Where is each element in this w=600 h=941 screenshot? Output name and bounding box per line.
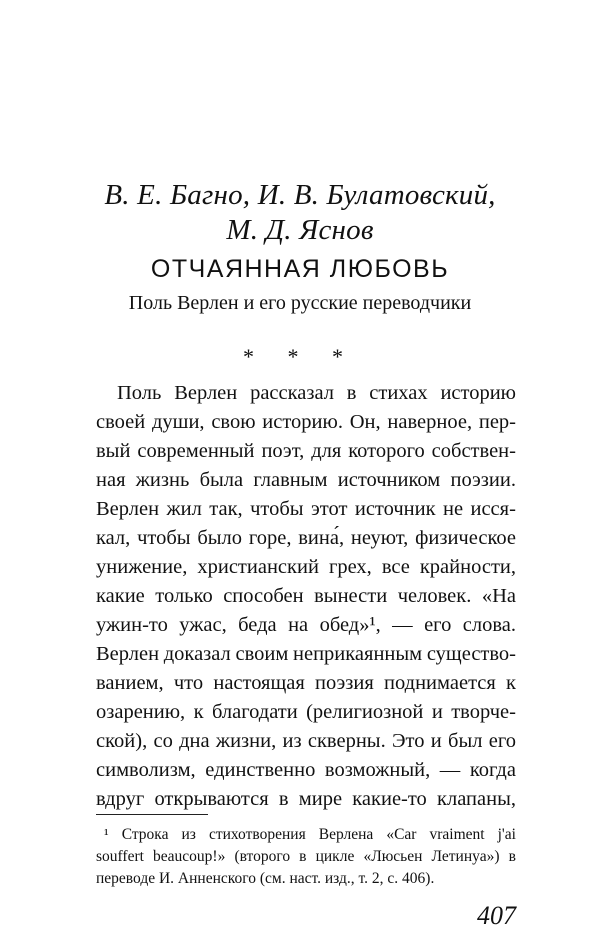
authors-line-2: М. Д. Яснов <box>226 214 374 246</box>
word: был <box>448 730 483 752</box>
word: цикле <box>315 848 355 865</box>
body-line <box>96 466 516 495</box>
word: главным <box>253 469 328 491</box>
word: чтобы <box>137 527 191 549</box>
word: горе, <box>248 527 292 549</box>
word: мире <box>298 788 343 810</box>
word: на <box>288 614 309 636</box>
body-line <box>96 437 516 466</box>
word: Строка <box>121 826 169 843</box>
word: ванием, <box>96 672 164 694</box>
word: со <box>153 730 173 752</box>
word: ная <box>96 469 126 491</box>
word: в <box>346 382 357 404</box>
body-line <box>96 524 516 553</box>
word: которого <box>348 440 425 462</box>
word: — <box>392 614 413 636</box>
word: единственно <box>205 759 316 781</box>
word: поэзии. <box>450 469 516 491</box>
word: открываются <box>154 788 269 810</box>
word: только <box>155 585 213 607</box>
word: неуют, <box>350 527 409 549</box>
word: какие <box>96 585 145 607</box>
body-line <box>96 611 516 640</box>
word: существо- <box>426 643 516 665</box>
word: Летинуа») <box>431 848 500 865</box>
word: в <box>299 848 307 865</box>
word: свою <box>211 411 256 433</box>
word: стихотворения <box>208 826 306 843</box>
word: своей <box>96 411 146 433</box>
word: поднимается <box>384 672 496 694</box>
word: Это <box>391 730 425 752</box>
word: собствен- <box>431 440 516 462</box>
word: его <box>488 730 516 752</box>
word: 2, <box>371 870 388 887</box>
word: творче- <box>451 701 516 723</box>
word: скверны. <box>307 730 386 752</box>
word: клапаны, <box>437 788 516 810</box>
word: жизнь <box>135 469 190 491</box>
word: переводе <box>96 870 159 887</box>
word: неприкаянным <box>293 643 423 665</box>
footnote-line <box>104 824 516 846</box>
word: символизм, <box>96 759 196 781</box>
word: жил <box>166 498 202 520</box>
word: (второго <box>234 848 291 865</box>
word: поэзия <box>315 672 374 694</box>
word: Верлен <box>174 382 238 404</box>
word: какие-то <box>352 788 427 810</box>
word: и <box>430 730 442 752</box>
page-number: 407 <box>477 901 516 930</box>
word: beaucoup!» <box>153 848 226 865</box>
word: 406). <box>402 870 435 887</box>
word: была <box>199 469 244 491</box>
word: т. <box>358 870 372 887</box>
word: способен <box>223 585 304 607</box>
body-line <box>96 756 516 785</box>
word: возможный, <box>324 759 431 781</box>
word: чтобы <box>250 498 304 520</box>
word: все <box>381 556 410 578</box>
word: «Car <box>386 826 417 843</box>
body-line <box>96 495 516 524</box>
word: грех, <box>328 556 372 578</box>
word: Поль <box>117 382 162 404</box>
word: дна <box>179 730 210 752</box>
word: христианский <box>197 556 319 578</box>
word: к <box>193 701 204 723</box>
footnote-line <box>96 846 516 868</box>
word: пер- <box>478 411 516 433</box>
word: поэт, <box>261 440 305 462</box>
word: его <box>424 614 452 636</box>
word: ской), <box>96 730 148 752</box>
word: унижение, <box>96 556 188 578</box>
word: Анненского <box>177 870 260 887</box>
word: вина́, <box>298 527 345 549</box>
body-line <box>96 785 516 814</box>
word: «Люсьен <box>363 848 423 865</box>
word: историю <box>440 382 516 404</box>
word: современный <box>137 440 255 462</box>
word: доказал <box>163 643 231 665</box>
word: из <box>282 730 302 752</box>
word: физическое <box>415 527 516 549</box>
chapter-title: ОТЧАЯННАЯ ЛЮБОВЬ <box>150 255 450 283</box>
chapter-subtitle: Поль Верлен и его русские переводчики <box>128 292 472 314</box>
word: j'ai <box>497 826 516 843</box>
footnote-rule <box>96 814 208 815</box>
body-line <box>96 640 516 669</box>
word: наверное, <box>387 411 473 433</box>
word: souffert <box>96 848 144 865</box>
word: человек. <box>397 585 472 607</box>
body-line <box>96 582 516 611</box>
word: вдруг <box>96 788 145 810</box>
word: настоящая <box>213 672 305 694</box>
word: в <box>278 788 289 810</box>
word: вынести <box>314 585 388 607</box>
word: и <box>431 701 443 723</box>
word: историю. <box>262 411 343 433</box>
word: вый <box>96 440 131 462</box>
word: ужас, <box>179 614 227 636</box>
word: не <box>442 498 464 520</box>
word: обед»¹, <box>319 614 381 636</box>
word: благодати <box>211 701 298 723</box>
section-separator: * * * <box>243 344 357 369</box>
word: vraiment <box>429 826 485 843</box>
body-line <box>96 698 516 727</box>
word: этот <box>310 498 348 520</box>
word: (см. <box>259 870 290 887</box>
word: рассказал <box>250 382 334 404</box>
word: озарению, <box>96 701 186 723</box>
word: кал, <box>96 527 131 549</box>
word: в <box>508 848 516 865</box>
word: Верлен <box>96 643 160 665</box>
word: наст. <box>289 870 325 887</box>
word: Он, <box>349 411 381 433</box>
word: исся- <box>470 498 516 520</box>
word: когда <box>469 759 516 781</box>
word: стихах <box>369 382 428 404</box>
word: своим <box>235 643 289 665</box>
word: — <box>439 759 461 781</box>
word: души, <box>151 411 205 433</box>
body-line <box>117 379 516 408</box>
body-line <box>96 408 516 437</box>
word: так, <box>209 498 243 520</box>
body-line <box>96 727 516 756</box>
word: слова. <box>462 614 516 636</box>
word: Верлен <box>96 498 160 520</box>
word: ужин-то <box>96 614 168 636</box>
word: И. <box>158 870 178 887</box>
word: из <box>181 826 196 843</box>
word: «На <box>481 585 516 607</box>
word: ¹ <box>104 826 109 843</box>
word: для <box>311 440 342 462</box>
word: Верлена <box>318 826 374 843</box>
word: жизни, <box>215 730 277 752</box>
word: крайности, <box>419 556 516 578</box>
footnote-line <box>96 868 516 890</box>
word: что <box>173 672 204 694</box>
word: беда <box>238 614 277 636</box>
word: к <box>506 672 516 694</box>
word: было <box>197 527 243 549</box>
word: с. <box>387 870 403 887</box>
word: (религиозной <box>306 701 424 723</box>
word: источником <box>337 469 441 491</box>
body-line <box>96 553 516 582</box>
word: источник <box>354 498 436 520</box>
word: изд., <box>324 870 359 887</box>
body-line <box>96 669 516 698</box>
authors-line-1: В. Е. Багно, И. В. Булатовский, <box>104 179 496 211</box>
